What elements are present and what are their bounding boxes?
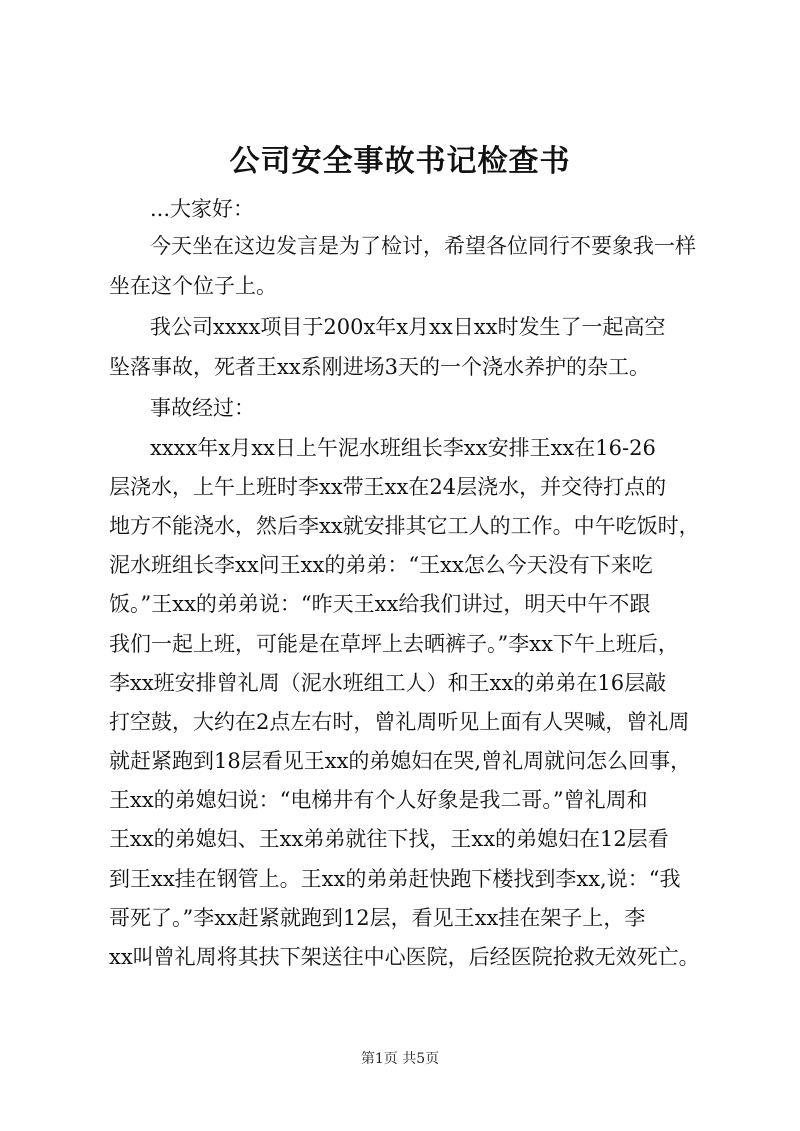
paragraph-line: 王xx的弟媳妇说：“电梯井有个人好象是我二哥。”曾礼周和 xyxy=(109,788,648,812)
paragraph-line: 王xx的弟媳妇、王xx弟弟就往下找，王xx的弟媳妇在12层看 xyxy=(109,827,669,851)
paragraph-line: 坐在这个位子上。 xyxy=(109,274,277,298)
paragraph-line: 泥水班组长李xx问王xx的弟弟：“王xx怎么今天没有下来吃 xyxy=(109,553,653,577)
page-number-footer: 第1页 共5页 xyxy=(360,1051,440,1067)
paragraph-line: 坠落事故，死者王xx系刚进场3天的一个浇水养护的杂工。 xyxy=(109,355,651,379)
paragraph-line: 打空鼓，大约在2点左右时，曾礼周听见上面有人哭喊，曾礼周 xyxy=(109,710,690,734)
paragraph-line: 就赶紧跑到18层看见王xx的弟媳妇在哭,曾礼周就问怎么回事， xyxy=(109,749,692,773)
paragraph-line: 层浇水，上午上班时李xx带王xx在24层浇水，并交待打点的 xyxy=(109,475,667,499)
paragraph-line: xxxx年x月xx日上午泥水班组长李xx安排王xx在16-26 xyxy=(150,436,656,460)
section-heading: 事故经过： xyxy=(150,396,255,420)
paragraph-line: 我公司xxxx项目于200x年x月xx日xx时发生了一起高空 xyxy=(150,315,666,339)
paragraph-line: 今天坐在这边发言是为了检讨，希望各位同行不要象我一样 xyxy=(150,234,696,258)
paragraph-line: 饭。”王xx的弟弟说：“昨天王xx给我们讲过，明天中午不跟 xyxy=(109,592,651,616)
paragraph-line: 地方不能浇水，然后李xx就安排其它工人的工作。中午吃饭时， xyxy=(109,514,700,538)
paragraph-line: 我们一起上班，可能是在草坪上去晒裤子。”李xx下午上班后， xyxy=(109,632,679,656)
paragraph-line: xx叫曾礼周将其扶下架送往中心医院，后经医院抢救无效死亡。 xyxy=(109,945,700,969)
paragraph-line: 李xx班安排曾礼周（泥水班组工人）和王xx的弟弟在16层敲 xyxy=(109,671,667,695)
paragraph-line: 到王xx挂在钢管上。王xx的弟弟赶快跑下楼找到李xx,说：“我 xyxy=(109,867,681,891)
paragraph-line: 哥死了。”李xx赶紧就跑到12层，看见王xx挂在架子上，李 xyxy=(109,906,646,930)
greeting-line: ...大家好： xyxy=(150,197,255,221)
document-title: 公司安全事故书记检查书 xyxy=(229,144,571,179)
